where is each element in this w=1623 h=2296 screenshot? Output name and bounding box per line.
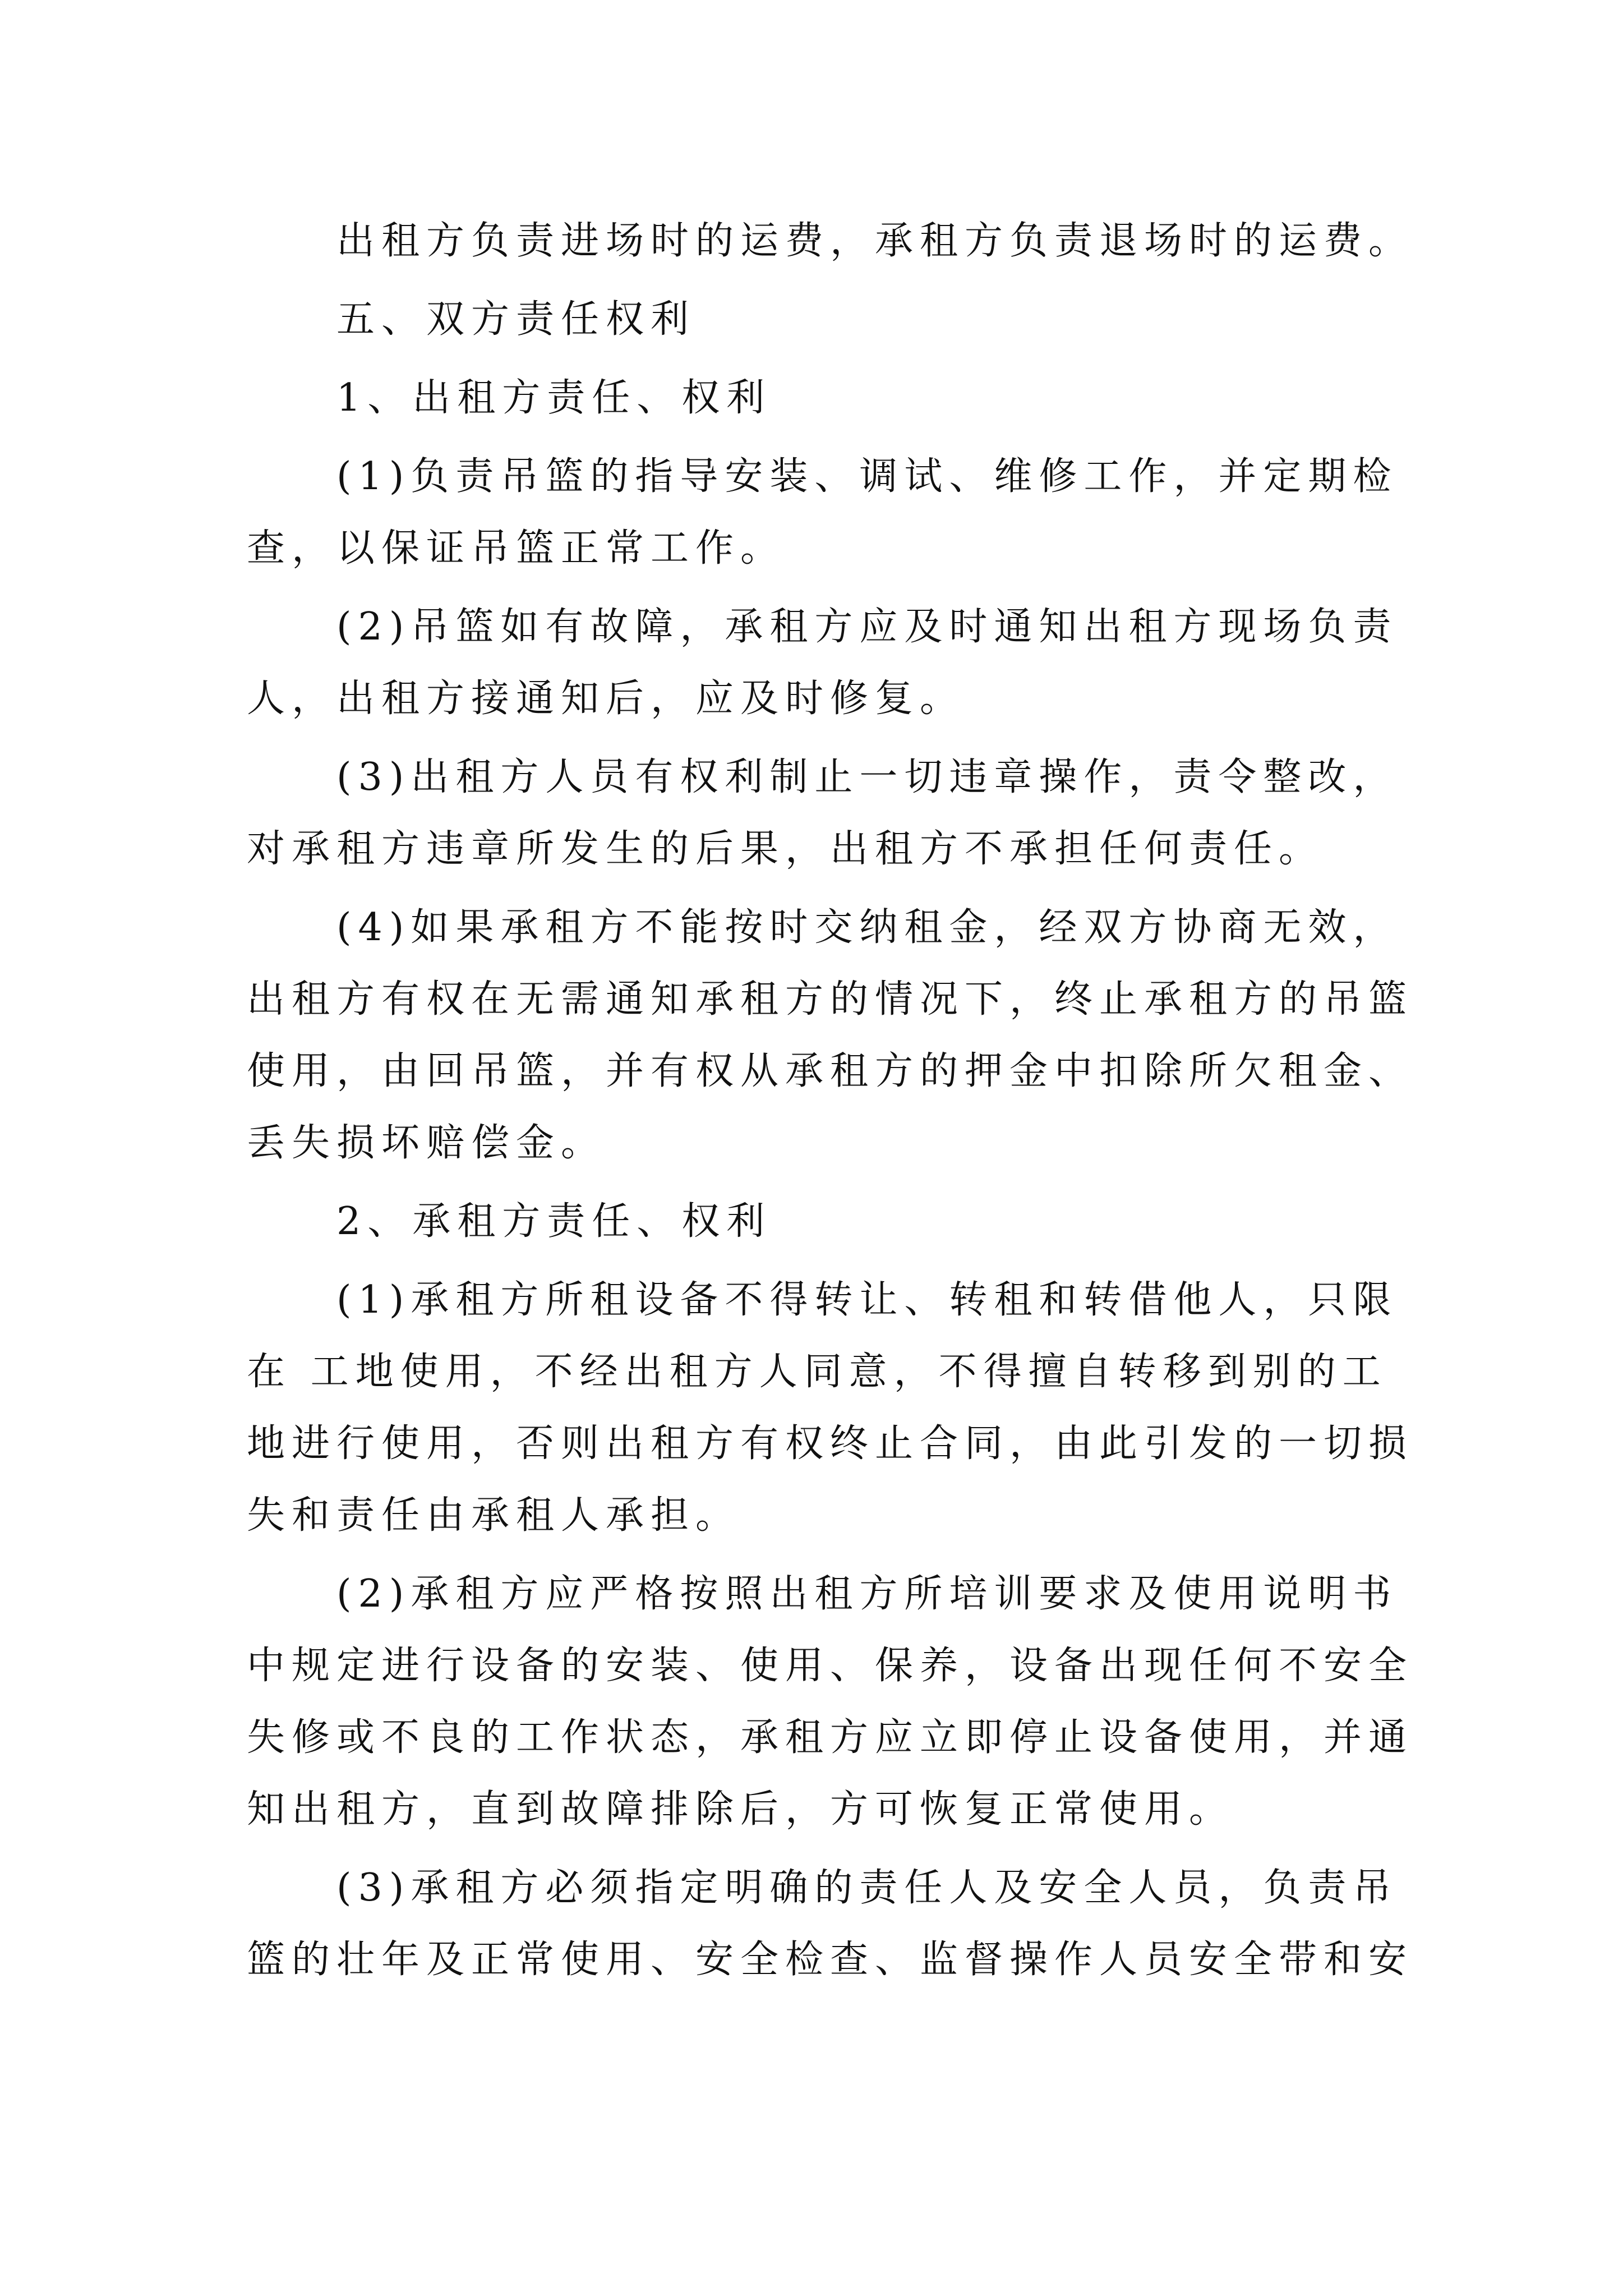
subsection-heading: 1、出租方责任、权利 [336, 376, 772, 420]
text-line: (4)如果承租方不能按时交纳租金，经双方协商无效， [336, 905, 1398, 950]
text-line: 出租方负责进场时的运费，承租方负责退场时的运费。 [336, 219, 1414, 263]
text-line: (3)出租方人员有权利制止一切违章操作，责令整改， [336, 755, 1398, 799]
text-line: 出租方有权在无需通知承租方的情况下，终止承租方的吊篮 [247, 977, 1414, 1022]
text-line: 使用，由回吊篮，并有权从承租方的押金中扣除所欠租金、 [247, 1049, 1414, 1093]
text-line: 地进行使用，否则出租方有权终止合同，由此引发的一切损 [247, 1421, 1414, 1466]
text-line: (2)承租方应严格按照出租方所培训要求及使用说明书 [336, 1572, 1398, 1616]
section-heading: 五、双方责任权利 [336, 297, 696, 342]
text-line: (3)承租方必须指定明确的责任人及安全人员，负责吊 [336, 1866, 1398, 1910]
text-line: 失和责任由承租人承担。 [247, 1493, 741, 1538]
text-line: 丢失损坏赔偿金。 [247, 1121, 606, 1165]
subsection-heading: 2、承租方责任、权利 [336, 1199, 772, 1244]
text-line: 篮的壮年及正常使用、安全检查、监督操作人员安全带和安 [247, 1938, 1414, 1982]
text-line: 失修或不良的工作状态，承租方应立即停止设备使用，并通 [247, 1715, 1414, 1760]
text-line: (1)负责吊篮的指导安装、调试、维修工作，并定期检 [336, 454, 1398, 499]
text-line: (2)吊篮如有故障，承租方应及时通知出租方现场负责 [336, 605, 1398, 649]
text-line: (1)承租方所租设备不得转让、转租和转借他人，只限 [336, 1278, 1398, 1322]
text-line: 查，以保证吊篮正常工作。 [247, 526, 786, 570]
text-line: 中规定进行设备的安装、使用、保养，设备出现任何不安全 [247, 1644, 1414, 1688]
text-line: 知出租方，直到故障排除后，方可恢复正常使用。 [247, 1787, 1234, 1832]
text-line: 人，出租方接通知后，应及时修复。 [247, 677, 965, 721]
text-line: 对承租方违章所发生的后果，出租方不承担任何责任。 [247, 827, 1324, 871]
text-line: 在 工地使用，不经出租方人同意，不得擅自转移到别的工 [247, 1350, 1387, 1394]
